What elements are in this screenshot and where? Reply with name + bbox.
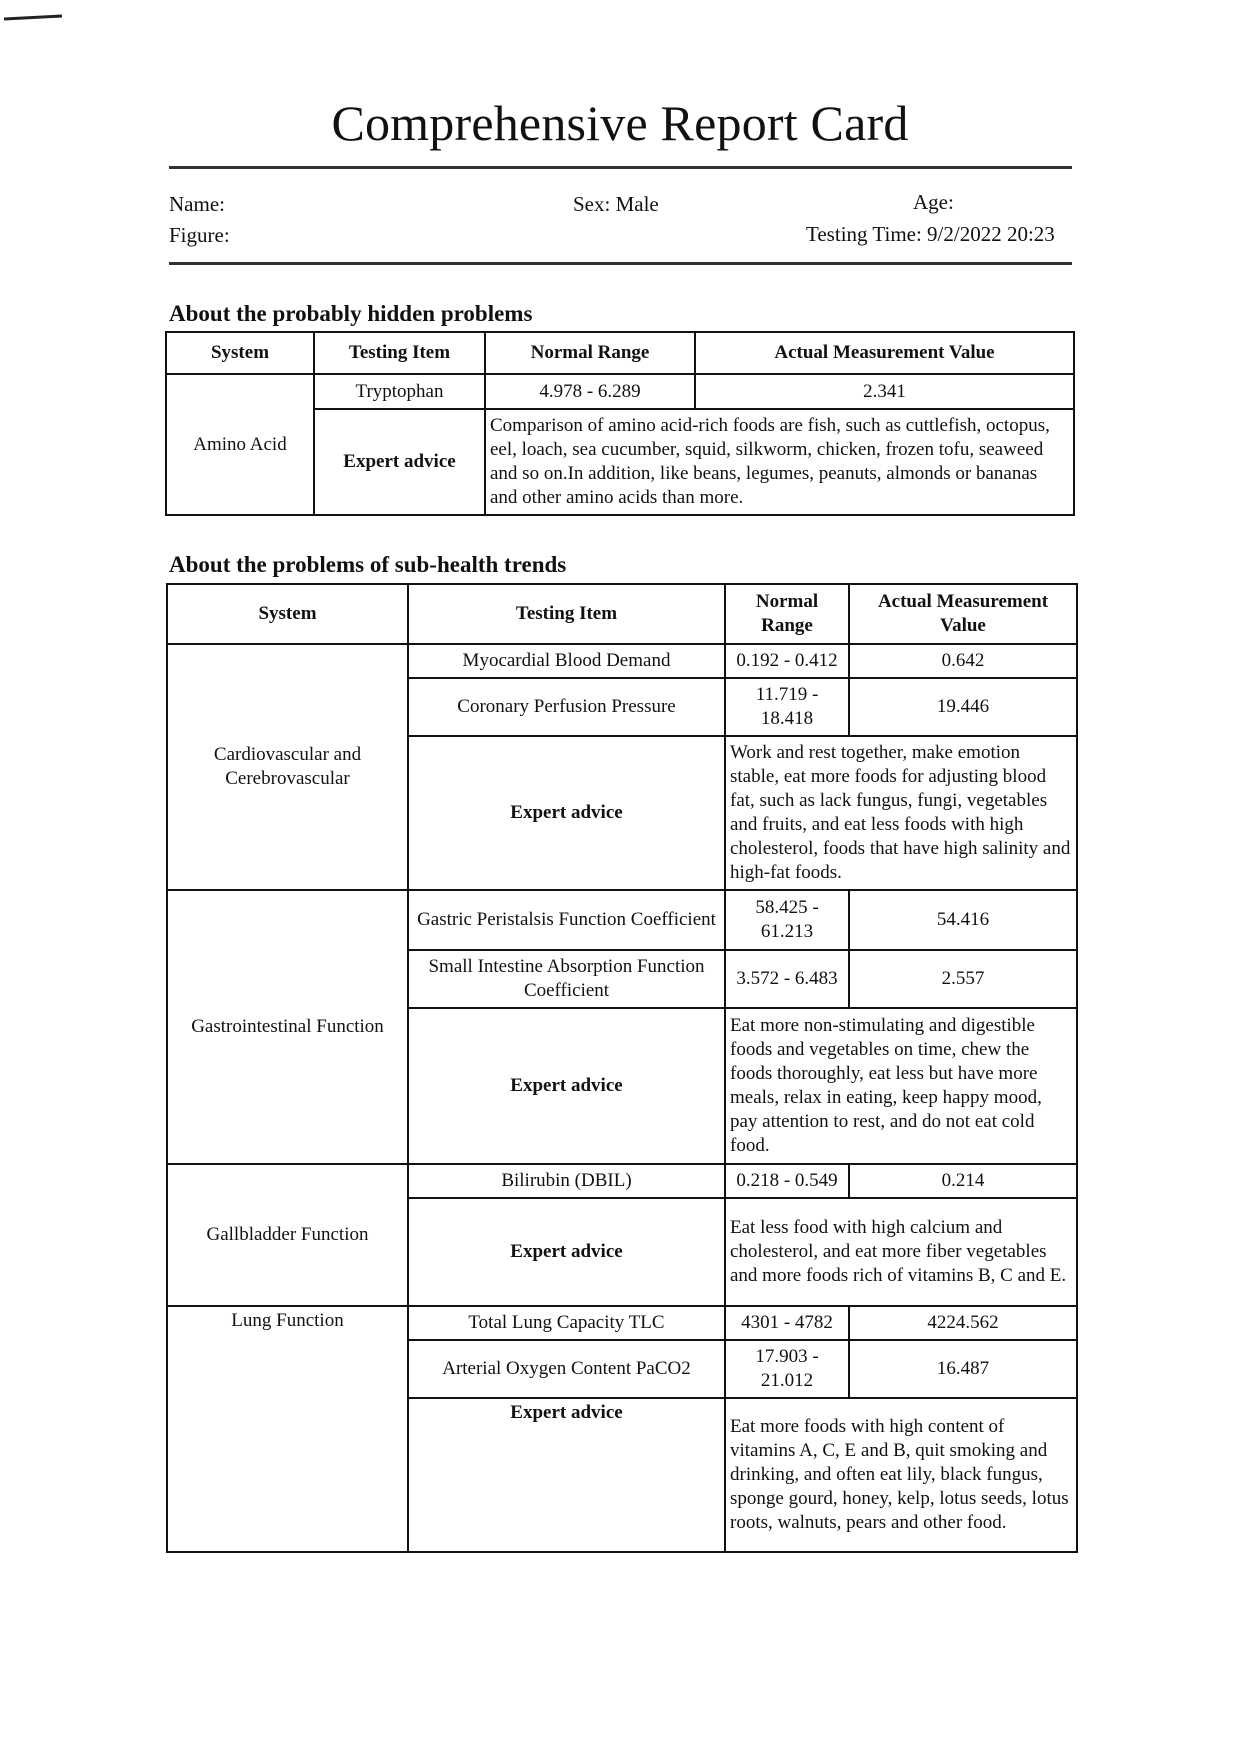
hidden-section-title: About the probably hidden problems [169,301,533,326]
header-system: System [166,332,314,374]
expert-advice-text: Work and rest together, make emotion stable, eat more foods for adjusting blood fat, such as lack fungus, fungi, vegetables and fruits, and eat less foods with high cholesterol, foods that have high salinity and high-fat foods. [725,736,1077,890]
table-row [167,1164,1077,1198]
header-testing-item: Testing Item [314,332,485,374]
item-cell: Gastric Peristalsis Function Coefficient [408,890,725,950]
report-title: Comprehensive Report Card [331,95,909,151]
range-cell: 3.572 - 6.483 [725,950,849,1008]
value-cell: 19.446 [849,678,1077,736]
table-header-row [166,332,1074,374]
value-cell: 0.642 [849,644,1077,678]
system-cell: Lung Function [167,1306,408,1552]
table-row [167,644,1077,678]
header-normal-range: Normal Range [725,584,849,644]
expert-advice-text: Eat more foods with high content of vitamins A, C, E and B, quit smoking and drinking, and often eat lily, black fungus, sponge gourd, honey, kelp, lotus seeds, lotus roots, walnuts, pears and other food. [725,1398,1077,1552]
range-cell: 58.425 - 61.213 [725,890,849,950]
header-rule-bottom [169,262,1072,265]
testing-time: Testing Time: 9/2/2022 20:23 [806,222,1055,246]
table-row [167,890,1077,950]
table-row [167,1306,1077,1340]
header-actual-value: Actual Measurement Value [695,332,1074,374]
header-rule-top [169,166,1072,169]
scan-mark [4,14,62,20]
range-cell: 0.192 - 0.412 [725,644,849,678]
expert-advice-text: Comparison of amino acid-rich foods are fish, such as cuttlefish, octopus, eel, loach, sea cucumber, squid, silkworm, chicken, frozen tofu, seaweed and so on.In addition, like beans, legumes, peanuts, almonds or bananas and other amino acids than more. [485,409,1074,515]
item-cell: Arterial Oxygen Content PaCO2 [408,1340,725,1398]
expert-advice-text: Eat more non-stimulating and digestible foods and vegetables on time, chew the foods thoroughly, eat less but have more meals, relax in eating, keep happy mood, pay attention to rest, and do not eat cold food. [725,1008,1077,1164]
expert-advice-label: Expert advice [314,409,485,515]
subhealth-section-title: About the problems of sub-health trends [169,552,567,577]
range-cell: 17.903 - 21.012 [725,1340,849,1398]
system-cell: Amino Acid [166,374,314,515]
hidden-problems-table [165,331,1075,516]
expert-advice-label: Expert advice [408,736,725,890]
value-cell: 0.214 [849,1164,1077,1198]
header-system: System [167,584,408,644]
header-normal-range: Normal Range [485,332,695,374]
expert-advice-label: Expert advice [408,1198,725,1306]
table-row [166,374,1074,409]
figure-label: Figure: [169,223,230,247]
age-label: Age: [913,190,954,214]
sex-label: Sex: Male [573,192,659,216]
range-cell: 11.719 - 18.418 [725,678,849,736]
value-cell: 16.487 [849,1340,1077,1398]
value-cell: 2.341 [695,374,1074,409]
expert-advice-label: Expert advice [408,1008,725,1164]
system-cell: Gallbladder Function [167,1164,408,1306]
value-cell: 2.557 [849,950,1077,1008]
item-cell: Tryptophan [314,374,485,409]
system-cell: Cardiovascular and Cerebrovascular [167,644,408,890]
expert-advice-text: Eat less food with high calcium and cholesterol, and eat more fiber vegetables and more foods rich of vitamins B, C and E. [725,1198,1077,1306]
range-cell: 0.218 - 0.549 [725,1164,849,1198]
expert-advice-label: Expert advice [408,1398,725,1552]
value-cell: 4224.562 [849,1306,1077,1340]
subhealth-table [166,583,1078,1553]
range-cell: 4.978 - 6.289 [485,374,695,409]
name-label: Name: [169,192,225,216]
header-testing-item: Testing Item [408,584,725,644]
item-cell: Coronary Perfusion Pressure [408,678,725,736]
value-cell: 54.416 [849,890,1077,950]
system-cell: Gastrointestinal Function [167,890,408,1164]
table-header-row [167,584,1077,644]
item-cell: Myocardial Blood Demand [408,644,725,678]
range-cell: 4301 - 4782 [725,1306,849,1340]
item-cell: Total Lung Capacity TLC [408,1306,725,1340]
item-cell: Bilirubin (DBIL) [408,1164,725,1198]
item-cell: Small Intestine Absorption Function Coefficient [408,950,725,1008]
header-actual-value: Actual Measurement Value [849,584,1077,644]
